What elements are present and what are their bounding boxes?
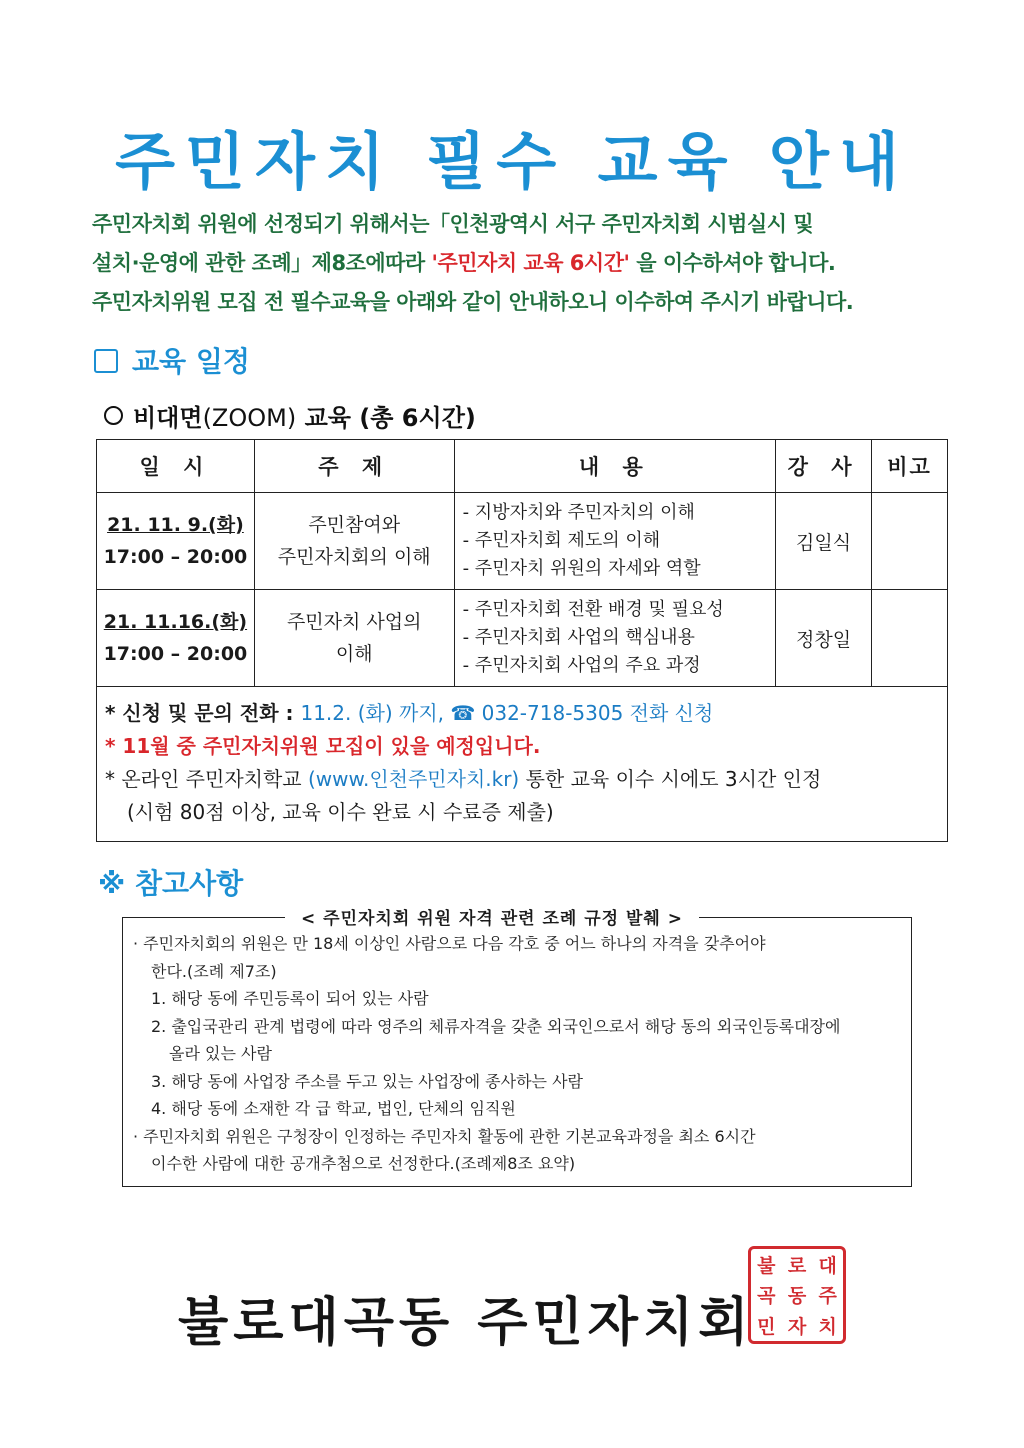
row-date-day: 21. 11. 9.(화) <box>107 514 244 536</box>
circle-bullet-icon <box>104 406 123 425</box>
seal-char: 불 <box>757 1254 776 1277</box>
issuer-name: 불로대곡동 주민자치회 <box>178 1293 754 1353</box>
notes-row <box>97 687 948 842</box>
row-lecturer: 김일식 <box>776 493 872 590</box>
note-inquiry <box>105 697 937 730</box>
row-content-item: - 주민자치회 전환 배경 및 필요성 <box>462 599 724 620</box>
reference-line: 4. 해당 동에 소재한 각 급 학교, 법인, 단체의 임직원 <box>151 1099 516 1118</box>
seal-char: 로 <box>787 1254 807 1277</box>
intro-line-1: 주민자치회 위원에 선정되기 위해서는「인천광역시 서구 주민자치회 시범실시 및 <box>92 212 814 236</box>
intro-line-2-text: 설치·운영에 관한 조례」제8조에따라 <box>92 251 432 275</box>
header-datetime: 일 시 <box>97 440 255 493</box>
note-online <box>105 763 937 796</box>
note-online-text-end: 통한 교육 이수 시에도 3시간 인정 <box>519 767 822 791</box>
schedule-table <box>96 439 948 842</box>
row-date-day: 21. 11.16.(화) <box>103 611 248 633</box>
reference-line: 올라 있는 사람 <box>169 1044 272 1063</box>
checkbox-square-icon <box>94 349 118 373</box>
note-online-condition: (시험 80점 이상, 교육 이수 완료 시 수료증 제출) <box>127 800 554 824</box>
document-title: 주민자치 필수 교육 안내 <box>115 125 909 198</box>
header-note: 비고 <box>872 440 948 493</box>
seal-char: 대 <box>818 1254 837 1277</box>
section-schedule-label: 교육 일정 <box>132 345 250 378</box>
row-note <box>872 590 948 687</box>
row-lecturer: 정창일 <box>776 590 872 687</box>
subheading-part-b: (ZOOM) <box>202 404 297 432</box>
seal-char: 치 <box>818 1316 837 1339</box>
row-topic-line: 주민자치 사업의 <box>286 611 422 633</box>
row-date <box>97 493 255 590</box>
intro-line-2 <box>92 244 932 283</box>
section-reference-heading: ※ 참고사항 <box>98 867 244 900</box>
section-schedule-heading <box>94 340 250 380</box>
reference-box <box>122 909 912 1187</box>
note-inquiry-value: 11.2. (화) 까지, ☎ 032-718-5305 전화 신청 <box>300 701 714 725</box>
intro-line-3: 주민자치위원 모집 전 필수교육을 아래와 같이 안내하오니 이수하여 주시기 바랍니다. <box>92 290 854 314</box>
row-topic <box>254 590 454 687</box>
row-topic-line: 주민참여와 <box>308 514 401 536</box>
notes-cell <box>97 687 948 842</box>
seal-char: 주 <box>818 1285 837 1308</box>
seal-char: 자 <box>787 1316 807 1339</box>
official-seal-stamp <box>748 1246 846 1344</box>
reference-line: 3. 해당 동에 사업장 주소를 두고 있는 사업장에 종사하는 사람 <box>151 1071 583 1091</box>
seal-char: 곡 <box>757 1285 776 1308</box>
intro-highlight: '주민자치 교육 6시간' <box>431 251 630 275</box>
reference-line: 1. 해당 동에 주민등록이 되어 있는 사람 <box>151 989 429 1008</box>
note-inquiry-label: * 신청 및 문의 전화 : <box>105 701 301 725</box>
header-topic: 주 제 <box>254 440 454 493</box>
row-date <box>97 590 255 687</box>
row-date-time: 17:00 – 20:00 <box>103 546 248 568</box>
reference-line: · 주민자치회 위원은 구청장이 인정하는 주민자치 활동에 관한 기본교육과정을 최소 6시간 <box>133 1126 756 1146</box>
row-topic <box>254 493 454 590</box>
subheading-part-c: 교육 (총 6시간) <box>296 404 476 432</box>
row-content-item: - 주민자치 위원의 자세와 역할 <box>462 558 701 579</box>
reference-line: 한다.(조례 제7조) <box>151 961 277 981</box>
note-online-url: (www.인천주민자치.kr) <box>307 767 520 791</box>
intro-line-2-end: 을 이수하셔야 합니다. <box>629 251 836 275</box>
subheading-zoom <box>104 398 476 433</box>
row-content-item: - 주민자치회 사업의 핵심내용 <box>462 627 695 648</box>
note-recruitment: * 11월 중 주민자치위원 모집이 있을 예정입니다. <box>105 734 541 758</box>
reference-line: · 주민자치회의 위원은 만 18세 이상인 사람으로 다음 각호 중 어느 하나의 자격을 갖추어야 <box>133 934 766 953</box>
row-date-time: 17:00 – 20:00 <box>103 643 248 665</box>
table-row <box>97 493 948 590</box>
table-header-row <box>97 440 948 493</box>
seal-char: 민 <box>757 1316 776 1339</box>
header-content: 내 용 <box>454 440 776 493</box>
row-content-item: - 지방자치와 주민자치의 이해 <box>462 502 695 523</box>
reference-lines <box>133 930 903 1178</box>
row-content <box>454 493 776 590</box>
header-lecturer: 강 사 <box>776 440 872 493</box>
reference-line: 이수한 사람에 대한 공개추첨으로 선정한다.(조례제8조 요약) <box>151 1154 576 1173</box>
note-online-text: * 온라인 주민자치학교 <box>105 767 308 791</box>
reference-line: 2. 출입국관리 관계 법령에 따라 영주의 체류자격을 갖춘 외국인으로서 해당 동의 외국인등록대장에 <box>151 1016 841 1036</box>
row-topic-line: 주민자치회의 이해 <box>277 546 431 568</box>
intro-paragraph <box>92 205 932 322</box>
row-topic-line: 이해 <box>335 643 373 665</box>
subheading-part-a: 비대면 <box>133 404 203 432</box>
seal-char: 동 <box>787 1285 807 1308</box>
row-content-item: - 주민자치회 사업의 주요 과정 <box>462 655 701 676</box>
table-row <box>97 590 948 687</box>
row-note <box>872 493 948 590</box>
row-content-item: - 주민자치회 제도의 이해 <box>462 530 661 551</box>
row-content <box>454 590 776 687</box>
reference-header: < 주민자치회 위원 자격 관련 조례 규정 발췌 > <box>285 904 699 929</box>
